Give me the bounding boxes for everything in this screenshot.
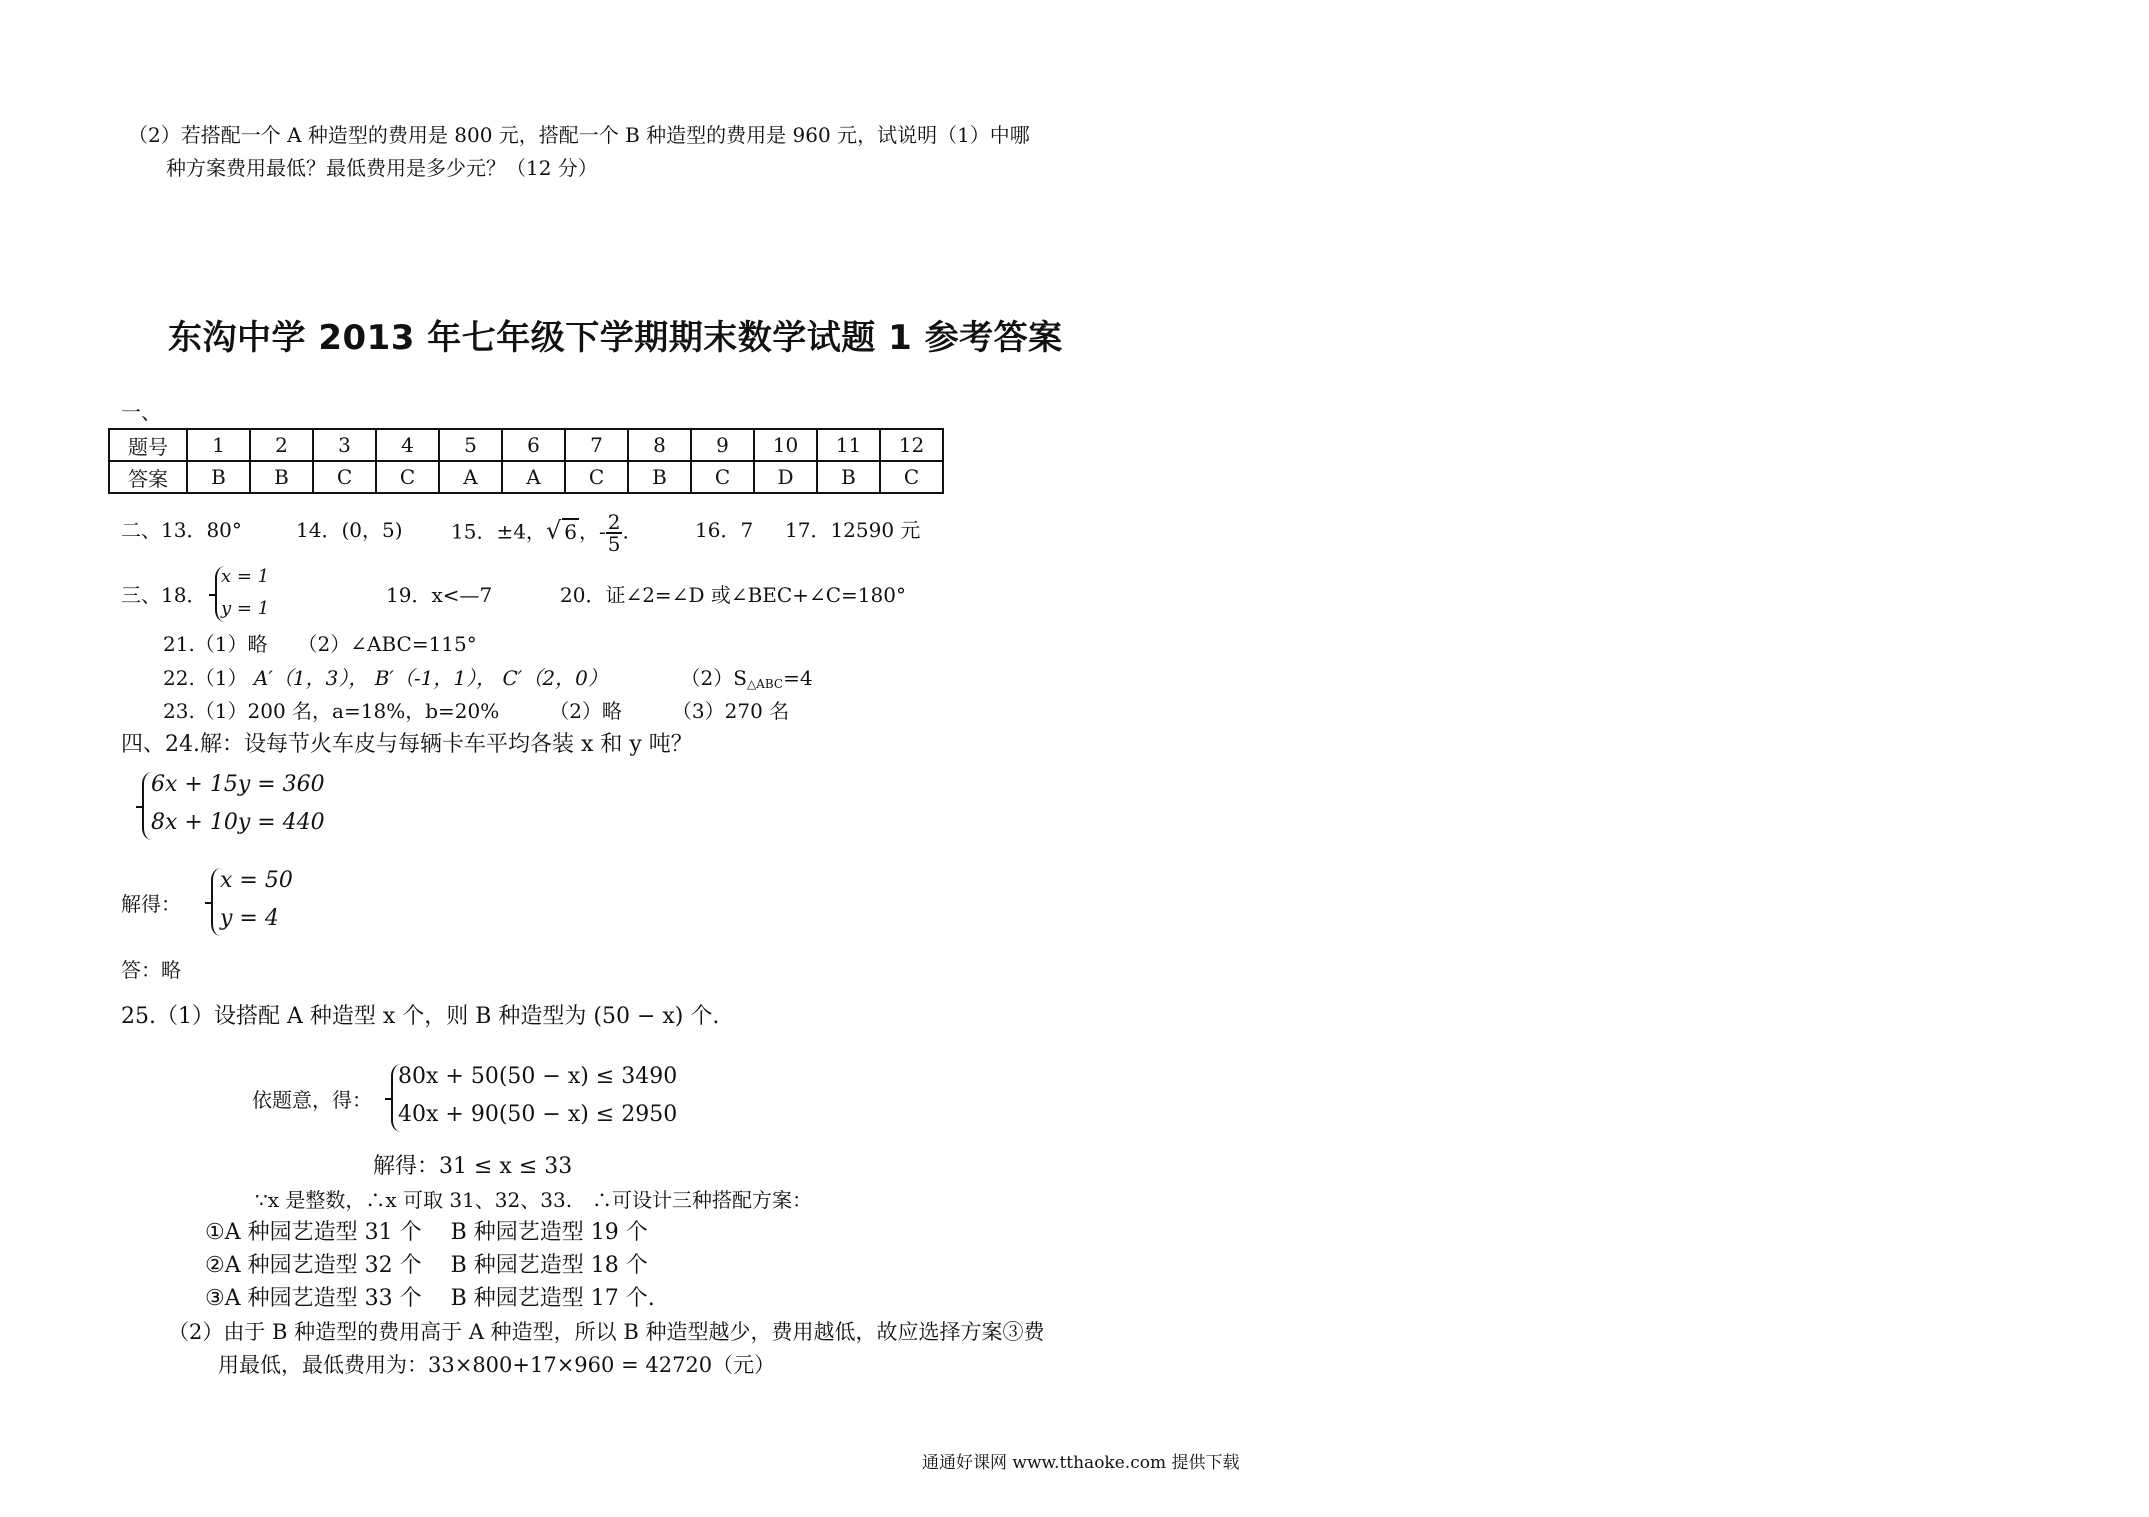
q15-sqrt-value: 6 [564,519,577,544]
q18-eq1: x = 1 [221,566,270,587]
table-cell-number: 2 [250,429,313,461]
answer-q16: 16．7 [695,518,754,542]
table-cell-number: 3 [313,429,376,461]
table-cell-answer: C [565,461,628,493]
q22-part-c: B′（-1，1）， [374,666,497,690]
q25-setup-label: 依题意，得： [252,1088,372,1112]
q25-plan2: ②A 种园艺造型 32 个 B 种园艺造型 18 个 [205,1253,648,1278]
table-cell-number: 7 [565,429,628,461]
table-cell-answer: C [313,461,376,493]
table-cell-number: 9 [691,429,754,461]
answer-q22 [163,666,813,691]
q24-eq2: 8x + 10y = 440 [151,810,325,835]
q25-intro: 25.（1）设搭配 A 种造型 x 个，则 B 种造型为 (50 − x) 个. [121,1004,720,1029]
q25-part2-line1: （2）由于 B 种造型的费用高于 A 种造型，所以 B 种造型越少，费用越低，故应选择方案③费 [168,1320,1045,1344]
table-row-numbers [109,429,943,461]
q15-fraction [606,512,623,554]
q22-part-a: 22.（1） [163,666,248,690]
q24-sol2: y = 4 [220,906,279,931]
q15-sep: ，- [578,519,606,544]
q24-sol1: x = 50 [220,868,293,893]
q25-plan3: ③A 种园艺造型 33 个 B 种园艺造型 17 个. [205,1286,655,1311]
q22-part-b: A′（1，3）， [253,666,369,690]
table-cell-number: 6 [502,429,565,461]
table-cell-number: 12 [880,429,943,461]
table-cell-answer: C [691,461,754,493]
q25-ineq2: 40x + 90(50 − x) ≤ 2950 [398,1102,678,1127]
previous-question-line2: 种方案费用最低？最低费用是多少元？（12 分） [166,156,598,180]
q22-subscript: △ABC [746,677,784,691]
q25-ineq1: 80x + 50(50 − x) ≤ 3490 [398,1064,678,1089]
answer-q13: 二、13．80° [121,518,242,542]
q22-part-f: =4 [783,666,813,690]
table-cell-number: 1 [187,429,250,461]
q24-eq1: 6x + 15y = 360 [151,772,325,797]
table-cell-answer: D [754,461,817,493]
q25-solution: 解得：31 ≤ x ≤ 33 [373,1154,573,1179]
table-cell-answer: A [502,461,565,493]
answer-q20: 20．证∠2=∠D 或∠BEC+∠C=180° [560,583,906,607]
table-cell-number: 4 [376,429,439,461]
answer-q24-intro: 四、24.解：设每节火车皮与每辆卡车平均各装 x 和 y 吨？ [121,732,693,757]
previous-question-line1: （2）若搭配一个 A 种造型的费用是 800 元，搭配一个 B 种造型的费用是 960 元，试说明（1）中哪 [128,123,1030,147]
table-header-answer: 答案 [109,461,187,493]
answer-q18-label: 三、18． [121,583,207,607]
answer-q17: 17．12590 元 [785,518,921,542]
table-cell-answer: B [187,461,250,493]
footer-credit: 通通好课网 www.tthaoke.com 提供下载 [922,1453,1240,1473]
q25-plan1: ①A 种园艺造型 31 个 B 种园艺造型 19 个 [205,1220,648,1245]
answer-table [108,428,944,494]
table-header-number: 题号 [109,429,187,461]
table-cell-number: 10 [754,429,817,461]
q15-end: . [622,519,629,544]
table-cell-number: 5 [439,429,502,461]
table-cell-answer: B [250,461,313,493]
table-cell-answer: B [628,461,691,493]
q25-part2-line2: 用最低，最低费用为：33×800+17×960 = 42720（元） [218,1353,776,1377]
page-title: 东沟中学 2013 年七年级下学期期末数学试题 1 参考答案 [168,318,1063,358]
answer-q21: 21.（1）略 （2）∠ABC=115° [163,632,477,656]
answer-q14: 14．(0，5) [296,518,403,542]
q18-eq2: y = 1 [221,598,270,619]
table-cell-answer: C [880,461,943,493]
answer-q19: 19．x<—7 [386,583,493,607]
table-cell-answer: C [376,461,439,493]
q15-fraction-numerator: 2 [607,510,621,534]
answer-q23: 23.（1）200 名，a=18%，b=20% （2）略 （3）270 名 [163,699,790,723]
q22-part-e: （2）S [680,666,747,690]
table-cell-answer: A [439,461,502,493]
section1-label: 一、 [121,400,161,424]
q24-answer: 答：略 [121,958,181,982]
answer-q15: 15．±4，√ 6 ，- $\frac{2}{5}$ . [451,510,629,556]
q15-fraction-denominator: 5 [607,532,621,556]
table-cell-number: 11 [817,429,880,461]
q25-integer-note: ∵x 是整数，∴x 可取 31、32、33. ∴可设计三种搭配方案： [255,1188,813,1212]
table-cell-answer: B [817,461,880,493]
q22-part-d: C′（2，0） [502,666,608,690]
q24-solve-label: 解得： [121,892,181,916]
q15-prefix: 15．±4， [451,519,546,544]
table-row-answers [109,461,943,493]
table-cell-number: 8 [628,429,691,461]
